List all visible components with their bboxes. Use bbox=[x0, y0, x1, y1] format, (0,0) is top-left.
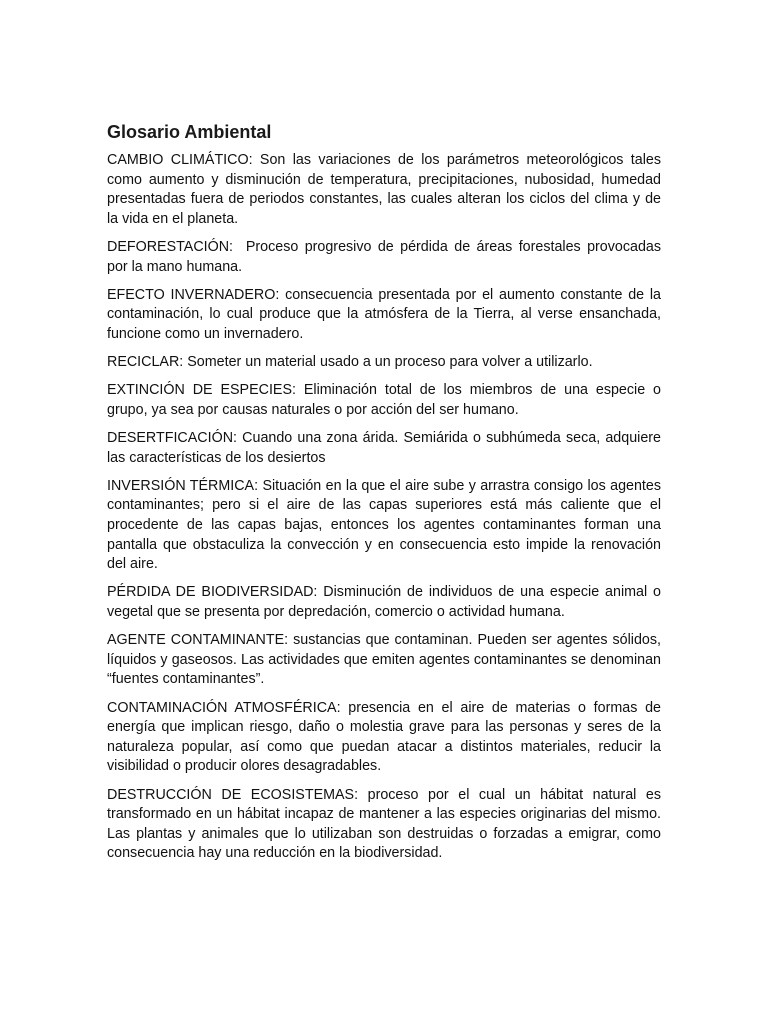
glossary-entry bbox=[107, 286, 661, 345]
glossary-entry bbox=[107, 151, 661, 229]
glossary-term: AGENTE CONTAMINANTE: bbox=[107, 632, 289, 649]
glossary-entry bbox=[107, 238, 665, 277]
glossary-entry bbox=[107, 477, 661, 575]
glossary-definition: Cuando una zona árida. Semiárida o subhúmeda seca, adquiere las características de los desiertos bbox=[107, 430, 661, 466]
glossary-term: PÉRDIDA DE BIODIVERSIDAD: bbox=[107, 584, 318, 601]
glossary-entry bbox=[107, 429, 661, 468]
glossary-definition: Son las variaciones de los parámetros meteorológicos tales como aumento y disminución de temperatura, precipitaciones, nubosidad, humedad presentadas fuera de periodos constantes, las cuales alteran los ciclos del clima y de la vida en el planeta. bbox=[107, 152, 661, 227]
glossary-definition: consecuencia presentada por el aumento constante de la contaminación, lo cual produce que la atmósfera de la Tierra, al verse ensanchada, funcione como un invernadero. bbox=[107, 286, 662, 342]
glossary-term: DEFORESTACIÓN: bbox=[107, 238, 234, 255]
document-page bbox=[107, 120, 665, 873]
glossary-definition: sustancias que contaminan. Pueden ser agentes sólidos, líquidos y gaseosos. Las actividades que emiten agentes contaminantes se denominan “fuentes contaminantes”. bbox=[107, 632, 661, 688]
glossary-entry bbox=[107, 631, 661, 690]
glossary-definition: Eliminación total de los miembros de una especie o grupo, ya sea por causas naturales o por acción del ser humano. bbox=[107, 382, 661, 418]
glossary-term: CAMBIO CLIMÁTICO: bbox=[107, 152, 253, 168]
glossary-definition: Proceso progresivo de pérdida de áreas forestales provocadas por la mano humana. bbox=[107, 238, 665, 275]
glossary-term: EFECTO INVERNADERO: bbox=[107, 286, 280, 303]
glossary-definition: proceso por el cual un hábitat natural es transformado en un hábitat incapaz de mantener a las especies originarias del mismo. Las plantas y animales que lo utilizaban son destruidas o forzadas a emigrar, como consecuencia hay una reducción en la biodiversidad. bbox=[107, 786, 661, 862]
glossary-entry bbox=[107, 381, 661, 420]
glossary-entry bbox=[107, 699, 661, 777]
glossary-term: INVERSIÓN TÉRMICA: bbox=[107, 477, 259, 494]
document-title: Glosario Ambiental bbox=[107, 122, 272, 142]
glossary-definition: Situación en la que el aire sube y arrastra consigo los agentes contaminantes; pero si el aire de las capas superiores está más caliente que el procedente de las capas bajas, entonces los agentes contaminantes forman una pantalla que obstaculiza la convección y en consecuencia esto impide la renovación del aire. bbox=[107, 477, 662, 573]
glossary-entry bbox=[107, 583, 661, 622]
glossary-definition: presencia en el aire de materias o formas de energía que implican riesgo, daño o molestia grave para las personas y seres de la naturaleza popular, así como que puedan atacar a distintos materiales, reducir la visibilidad o producir olores desagradables. bbox=[107, 699, 661, 775]
glossary-term: DESERTFICACIÓN: bbox=[107, 430, 238, 447]
glossary-entry bbox=[107, 786, 661, 864]
glossary-term: CONTAMINACIÓN ATMOSFÉRICA: bbox=[107, 699, 341, 716]
glossary-definition: Disminución de individuos de una especie animal o vegetal que se presenta por depredación, comercio o actividad humana. bbox=[107, 584, 661, 621]
glossary-term: EXTINCIÓN DE ESPECIES: bbox=[107, 382, 296, 399]
glossary-term: RECICLAR: bbox=[107, 354, 184, 371]
glossary-entry bbox=[107, 353, 661, 373]
glossary-definition: Someter un material usado a un proceso para volver a utilizarlo. bbox=[183, 354, 593, 371]
glossary-term: DESTRUCCIÓN DE ECOSISTEMAS: bbox=[107, 786, 359, 803]
